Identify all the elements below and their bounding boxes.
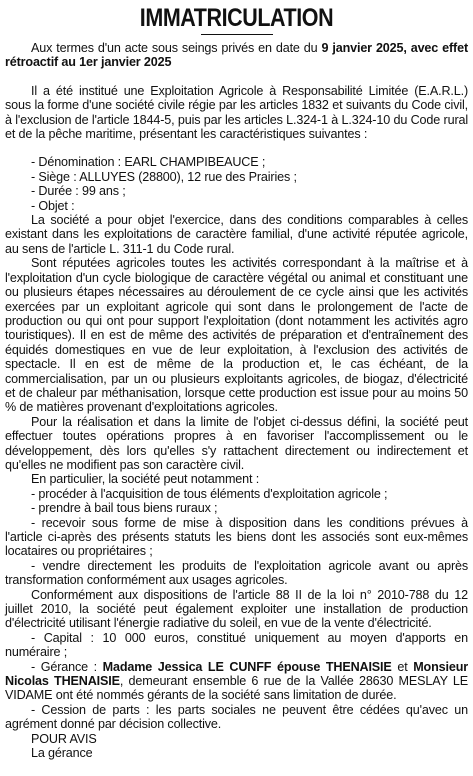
title-divider: [201, 34, 273, 35]
gerant-name: Monsieur Nicolas THENAISIE: [5, 659, 468, 689]
particulier-item: - procéder à l'acquisition de tous éléments d'exploitation agricole ;: [31, 486, 388, 501]
particulier-item: - recevoir sous forme de mise à disposition dans les conditions prévues à l'article ci-après des présents statuts les biens dont les associés sont eux-mêmes locataires ou propriétaires ;: [5, 515, 468, 559]
loi-paragraph: Conformément aux dispositions de l'article 88 II de la loi n° 2010-788 du 12 juillet 2010, la société peut également exploiter une installation de production d'électricité utilisant l'énergie radiative du soleil, en vue de la vente d'électricité.: [5, 587, 468, 631]
gerance-paragraph: - Gérance : Madame Jessica LE CUNFF épouse THENAISIE et Monsieur Nicolas THENAISIE, demeurant ensemble 6 rue de la Vallée 28630 MESLAY LE VIDAME ont été nommés gérants de la société sans limitation de durée.: [5, 659, 469, 703]
intro-text: Aux termes d'un acte sous seings privés en date du: [31, 41, 322, 55]
characteristic-duree: - Durée : 99 ans ;: [31, 184, 126, 199]
gerant-name: Madame Jessica LE CUNFF épouse THENAISIE: [102, 659, 392, 674]
signature-text: La gérance: [31, 746, 93, 761]
capital-paragraph: - Capital : 10 000 euros, constitué uniquement au moyen d'apports en numéraire ;: [5, 630, 468, 660]
particulier-item: - vendre directement les produits de l'exploitation agricole avant ou après transformation conformément aux usages agricoles.: [5, 558, 468, 588]
characteristic-siege: - Siège : ALLUYES (28800), 12 rue des Prairies ;: [31, 169, 297, 184]
notice-title: IMMATRICULATION: [139, 4, 334, 32]
characteristic-objet: - Objet :: [31, 198, 75, 213]
closing-text: POUR AVIS: [31, 731, 97, 746]
institution-paragraph: Il a été institué une Exploitation Agricole à Responsabilité Limitée (E.A.R.L.) sous la forme d'une société civile régie par les articles 1832 et suivants du Code civil, à l'exclusion de l'article 1844-5, puis par les articles L.324-1 à L.324-10 du Code rural et de la pêche maritime, présentant les caractéristiques suivantes :: [5, 83, 468, 142]
particulier-item: - prendre à bail tous biens ruraux ;: [31, 501, 218, 516]
particulier-paragraph: En particulier, la société peut notamment :: [31, 472, 260, 487]
realisation-paragraph: Pour la réalisation et dans la limite de l'objet ci-dessus défini, la société peut effectuer toutes opérations propres à en favoriser l'accomplissement ou le développement, dès lors qu'elles s'y rattachent directement ou indirectement et qu'elles ne modifient pas son caractère civil.: [5, 414, 468, 472]
intro-paragraph: [5, 41, 468, 70]
characteristic-denomination: - Dénomination : EARL CHAMPIBEAUCE ;: [31, 155, 266, 170]
cession-paragraph: - Cession de parts : les parts sociales ne peuvent être cédées qu'avec un agrément donné par décision collective.: [5, 702, 468, 732]
intro-date: 9 janvier 2025, avec effet rétroactif au 1er janvier 2025: [5, 41, 468, 70]
objet-paragraph: La société a pour objet l'exercice, dans des conditions comparables à celles existant dans les exploitations de caractère familial, d'une activité réputée agricole, au sens de l'article L. 311-1 du Code rural.: [5, 213, 468, 256]
activites-paragraph: Sont réputées agricoles toutes les activités correspondant à la maîtrise et à l'exploitation d'un cycle biologique de caractère végétal ou animal et constituant une ou plusieurs étapes nécessaires au déroulement de ce cycle ainsi que les activités exercées par un exploitant agricole qui sont dans le prolongement de l'acte de production ou qui ont pour support l'exploitation (dont notamment les activités agro touristiques). Il en est de même des activités de préparation et d'entraînement des équidés domestiques en vue de leur exploitation, à l'exclusion des activités de spectacle. Il en est de même de la production et, le cas échéant, de la commercialisation, par un ou plusieurs exploitants agricoles, de biogaz, d'électricité et de chaleur par méthanisation, lorsque cette production est issue pour au moins 50 % de matières provenant d'exploitations agricoles.: [5, 256, 468, 415]
